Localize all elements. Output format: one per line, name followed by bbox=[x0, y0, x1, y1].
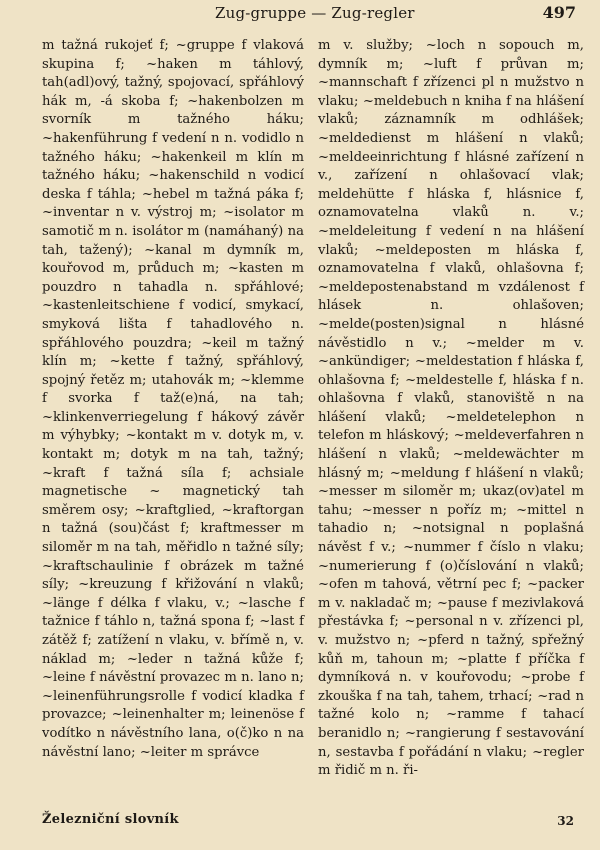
left-column bbox=[42, 37, 304, 805]
header-title: Zug-gruppe — Zug-regler bbox=[215, 4, 415, 22]
right-column bbox=[318, 37, 584, 805]
footer-signature: 32 bbox=[557, 814, 574, 828]
footer-book-title: Železniční slovník bbox=[42, 812, 179, 827]
running-header bbox=[0, 0, 600, 28]
right-column-text: m v. služby; ~loch n sopouch m, dymník m; ~luft f průvan m; ~mannschaft f zřízenci pl n mužstvo n vlaku; ~meldebuch n kniha f na hlášení vlaků; záznamník m odhlášek; ~meldedienst m hlášení n vlaků; ~meldeeinrichtung f hlásné zařízení n v., zařízení n ohlašovací vlak; meldehütte f hláska f, hlásnice f, oznamovatelna vlaků n. v.; ~meldeleitung f vedení n na hlášení vlaků; ~meldeposten m hláska f, oznamovatelna f vlaků, ohlašovna f; ~meldepostenabstand m vzdálenost f hlásek n. ohlašoven; ~melde(posten)signal n hlásné návěstidlo n v.; ~melder m v. ~ankündiger; ~meldestation f hláska f, ohlašovna f; ~meldestelle f, hláska f n. ohlašovna f vlaků, stanoviště n na hlášení vlaků; ~meldetelephon n telefon m hláskový; ~meldeverfahren n hlášení n vlaků; ~meldewächter m hlásný m; ~meldung f hlášení n vlaků; ~messer m siloměr m; ukaz(ov)atel m tahu; ~messer n poříz m; ~mittel n tahadio n; ~notsignal n poplašná návěst f v.; ~nummer f číslo n vlaku; ~numerierung f (o)číslování n vlaků; ~ofen m tahová, větrní pec f; ~packer m v. nakladač m; ~pause f mezivlaková přestávka f; ~personal n v. zřízenci pl, v. mužstvo n; ~pferd n tažný, spřežný kůň m, tahoun m; ~platte f příčka f dymníková n. v kouřovodu; ~probe f zkouška f na tah, tahem, trhací; ~rad n tažné kolo n; ~ramme f tahací beranidlo n; ~rangierung f sestavování n, sestavba f pořádání n vlaku; ~regler m řidič m n. ři- bbox=[318, 38, 584, 779]
page-number: 497 bbox=[542, 3, 576, 22]
left-column-text: m tažná rukojeť f; ~gruppe f vlaková skupina f; ~haken m táhlový, tah(adl)ový, tažný, spojovací, spřáhlový hák m, -á skoba f; ~hakenbolzen m svorník m tažného háku; ~hakenführung f vedení n n. vodidlo n tažného háku; ~hakenkeil m klín m tažného háku; ~hakenschild n vodicí deska f táhla; ~hebel m tažná páka f; ~inventar n v. výstroj m; ~isolator m samotič m n. isolátor m (namáhaný) na tah, tažený); ~kanal m dymník m, kouřovod m, průduch m; ~kasten m pouzdro n tahadla n. spřáhlové; ~kastenleitschiene f vodicí, smykací, smyková lišta f tahadlového n. spřáhlového pouzdra; ~keil m tažný klín m; ~kette f tažný, spřáhlový, spojný řetěz m; utahovák m; ~klemme f svorka f taž(e)ná, na tah; ~klinkenverriegelung f hákový závěr m výhybky; ~kontakt m v. dotyk m, v. kontakt m; dotyk m na tah, tažný; ~kraft f tažná síla f; achsiale magnetische ~ magnetický tah směrem osy; ~kraftglied, ~kraftorgan n tažná (sou)část f; kraftmesser m siloměr m na tah, měřidlo n tažné síly; ~kraftschaulinie f obrázek m tažné síly; ~kreuzung f křižování n vlaků; ~länge f délka f vlaku, v.; ~lasche f tažnice f táhlo n, tažná spona f; ~last f zátěž f; zatížení n vlaku, v. břímě n, v. náklad m; ~leder n tažná kůže f; ~leine f návěstní provazec m n. lano n; ~leinenführungsrolle f vodicí kladka f provazce; ~leinenhalter m; leinenöse f vodítko n návěstního lana, o(č)ko n na návěstní lano; ~leiter m správce bbox=[42, 38, 304, 760]
